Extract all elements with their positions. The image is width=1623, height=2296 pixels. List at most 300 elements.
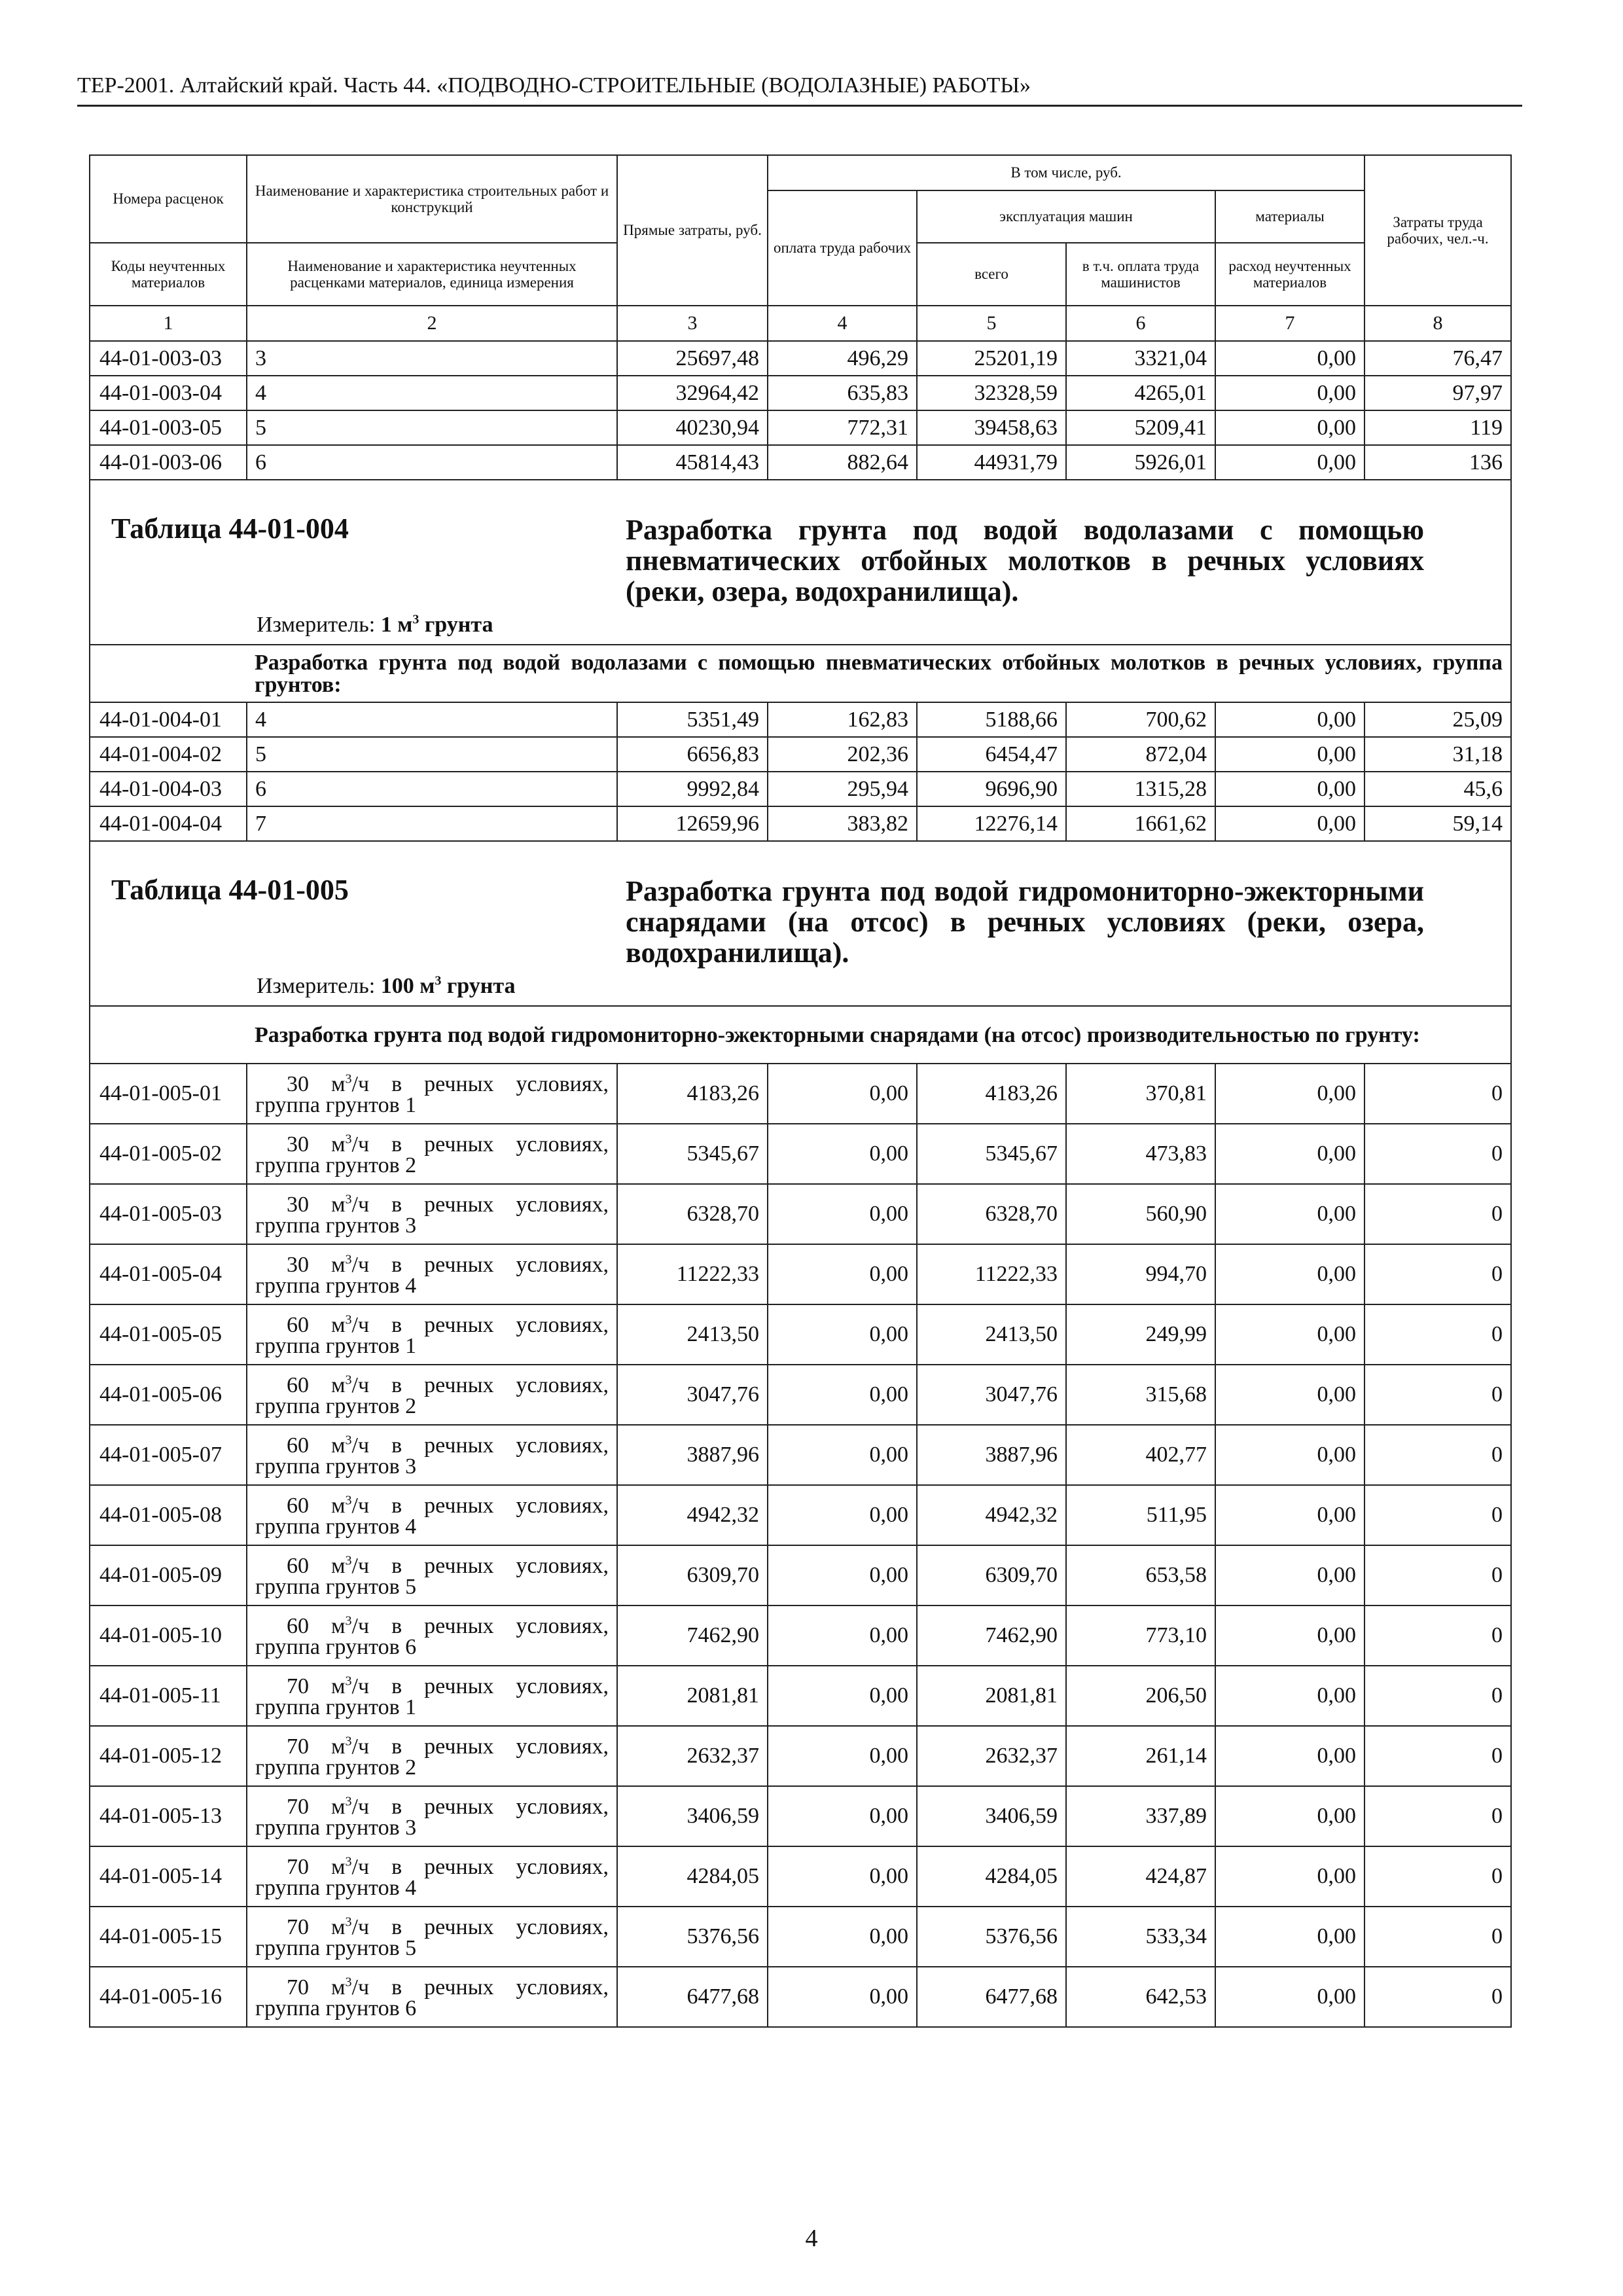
- column-numbers-row: [90, 306, 1511, 341]
- col-name-top: Наименование и характеристика строительных работ и конструкций: [247, 155, 617, 243]
- rate-unit: м: [331, 1312, 346, 1337]
- rate-unit: м: [331, 1854, 346, 1879]
- cell-mach: 4284,05: [917, 1846, 1066, 1907]
- rate-unit-post: /ч в речных условиях,: [351, 1674, 609, 1698]
- cell-mach: 44931,79: [917, 445, 1066, 480]
- rate-unit-sup: 3: [345, 1192, 352, 1207]
- header-rule: [77, 105, 1522, 107]
- rate-unit-post: /ч в речных условиях,: [351, 1372, 609, 1397]
- soil-group: группа грунтов 1: [255, 1093, 417, 1117]
- rate-code: 44-01-005-03: [90, 1184, 247, 1244]
- cell-mach_labor: 642,53: [1066, 1967, 1215, 2027]
- rate-name: [247, 1064, 617, 1124]
- rate-unit-post: /ч в речных условиях,: [351, 1433, 609, 1458]
- cell-hours: 0: [1364, 1064, 1511, 1124]
- rate-value: 70: [287, 1794, 309, 1819]
- cell-hours: 97,97: [1364, 376, 1511, 410]
- cell-hours: 0: [1364, 1605, 1511, 1666]
- rate-unit-post: /ч в речных условиях,: [351, 1192, 609, 1217]
- rate-name: 4: [247, 376, 617, 410]
- rate-value: 60: [287, 1372, 309, 1397]
- cell-mat: 0,00: [1215, 376, 1364, 410]
- cell-mat: 0,00: [1215, 702, 1364, 737]
- soil-group: группа грунтов 3: [255, 1213, 417, 1238]
- cell-direct: 2413,50: [617, 1304, 768, 1365]
- rate-line: [255, 1854, 609, 1879]
- rate-unit: м: [331, 1914, 346, 1939]
- cell-labor: 0,00: [768, 1425, 917, 1485]
- cell-labor: 0,00: [768, 1485, 917, 1545]
- col-code-top: Номера расценок: [90, 155, 247, 243]
- rate-value: 70: [287, 1854, 309, 1879]
- rate-value: 70: [287, 1734, 309, 1759]
- rate-line: [255, 1676, 609, 1697]
- rate-unit: м: [331, 1794, 346, 1819]
- rate-code: 44-01-005-14: [90, 1846, 247, 1907]
- table-title: Таблица 44-01-004: [111, 512, 349, 545]
- cell-mach_labor: 5209,41: [1066, 410, 1215, 445]
- cell-direct: 5376,56: [617, 1907, 768, 1967]
- table-row: [90, 702, 1511, 737]
- table-row: [90, 1907, 1511, 1967]
- col-num-5: 5: [917, 306, 1066, 341]
- rate-unit: м: [331, 1975, 346, 2000]
- rate-unit-sup: 3: [345, 1975, 352, 1990]
- rate-name: 7: [247, 806, 617, 841]
- cell-direct: 3047,76: [617, 1365, 768, 1425]
- cell-mach: 12276,14: [917, 806, 1066, 841]
- cell-hours: 0: [1364, 1545, 1511, 1605]
- rate-unit-post: /ч в речных условиях,: [351, 1553, 609, 1578]
- cell-mach_labor: 1315,28: [1066, 772, 1215, 806]
- cell-direct: 25697,48: [617, 341, 768, 376]
- cell-hours: 0: [1364, 1726, 1511, 1786]
- rate-name: [247, 1184, 617, 1244]
- cell-labor: 0,00: [768, 1726, 917, 1786]
- cell-hours: 136: [1364, 445, 1511, 480]
- soil-group: группа грунтов 6: [255, 1635, 417, 1659]
- cell-mach: 9696,90: [917, 772, 1066, 806]
- cell-mat: 0,00: [1215, 1425, 1364, 1485]
- cell-labor: 0,00: [768, 1304, 917, 1365]
- cell-direct: 4942,32: [617, 1485, 768, 1545]
- cell-mach_labor: 206,50: [1066, 1666, 1215, 1726]
- rate-code: 44-01-005-07: [90, 1425, 247, 1485]
- rate-name: [247, 1365, 617, 1425]
- cell-mach: 6328,70: [917, 1184, 1066, 1244]
- cell-direct: 5351,49: [617, 702, 768, 737]
- rate-unit-post: /ч в речных условиях,: [351, 1734, 609, 1759]
- cell-mat: 0,00: [1215, 1967, 1364, 2027]
- cell-direct: 7462,90: [617, 1605, 768, 1666]
- cell-mach: 39458,63: [917, 410, 1066, 445]
- table-row: [90, 1666, 1511, 1726]
- cell-mach_labor: 773,10: [1066, 1605, 1215, 1666]
- rate-value: 30: [287, 1071, 309, 1096]
- rate-line: [255, 1252, 609, 1277]
- table-row: [90, 341, 1511, 376]
- col-labor: оплата труда рабочих: [768, 190, 917, 306]
- rate-code: 44-01-005-06: [90, 1365, 247, 1425]
- cell-direct: 11222,33: [617, 1244, 768, 1304]
- rate-unit-sup: 3: [345, 1252, 352, 1267]
- cell-mach_labor: 560,90: [1066, 1184, 1215, 1244]
- rate-name: [247, 1726, 617, 1786]
- table-title: Таблица 44-01-005: [111, 874, 349, 906]
- table-description: Разработка грунта под водой водолазами с помощью пневматических отбойных молотков в речных условиях (реки, озера, водохранилища).: [626, 514, 1424, 608]
- measure-label: Измеритель:: [257, 613, 376, 637]
- cell-direct: 6328,70: [617, 1184, 768, 1244]
- rate-name: [247, 1967, 617, 2027]
- cell-mach_labor: 402,77: [1066, 1425, 1215, 1485]
- rate-line: [255, 1977, 609, 1998]
- rate-code: 44-01-005-12: [90, 1726, 247, 1786]
- cell-mach_labor: 4265,01: [1066, 376, 1215, 410]
- cell-labor: 0,00: [768, 1967, 917, 2027]
- rate-name: [247, 1244, 617, 1304]
- table-row: [90, 1605, 1511, 1666]
- col-num-1: 1: [90, 306, 247, 341]
- cell-labor: 0,00: [768, 1184, 917, 1244]
- rate-code: 44-01-003-05: [90, 410, 247, 445]
- cell-mach_labor: 872,04: [1066, 737, 1215, 772]
- page-header: ТЕР-2001. Алтайский край. Часть 44. «ПОДВОДНО-СТРОИТЕЛЬНЫЕ (ВОДОЛАЗНЫЕ) РАБОТЫ»: [77, 73, 1031, 98]
- cell-mach: 11222,33: [917, 1244, 1066, 1304]
- cell-mach: 5188,66: [917, 702, 1066, 737]
- cell-labor: 496,29: [768, 341, 917, 376]
- cell-direct: 6477,68: [617, 1967, 768, 2027]
- rate-unit: м: [331, 1252, 346, 1277]
- soil-group: группа грунтов 2: [255, 1153, 417, 1177]
- cell-hours: 0: [1364, 1666, 1511, 1726]
- table-row: [90, 1304, 1511, 1365]
- cell-hours: 0: [1364, 1184, 1511, 1244]
- measure-sup: 3: [412, 612, 419, 627]
- table-row: [90, 410, 1511, 445]
- rate-line: [255, 1613, 609, 1638]
- cell-hours: 0: [1364, 1485, 1511, 1545]
- cell-mach: 3047,76: [917, 1365, 1066, 1425]
- cell-labor: 0,00: [768, 1605, 917, 1666]
- cell-direct: 3406,59: [617, 1786, 768, 1846]
- rate-code: 44-01-004-02: [90, 737, 247, 772]
- rate-line: [255, 1553, 609, 1578]
- rate-unit-sup: 3: [345, 1372, 352, 1388]
- cell-mat: 0,00: [1215, 1124, 1364, 1184]
- cell-mach: 32328,59: [917, 376, 1066, 410]
- rate-unit-sup: 3: [345, 1312, 352, 1327]
- rate-unit-post: /ч в речных условиях,: [351, 1794, 609, 1819]
- rate-unit-post: /ч в речных условиях,: [351, 1493, 609, 1518]
- cell-direct: 6309,70: [617, 1545, 768, 1605]
- cell-hours: 0: [1364, 1425, 1511, 1485]
- col-machines: эксплуатация машин: [917, 190, 1215, 243]
- soil-group: группа грунтов 4: [255, 1274, 417, 1298]
- rate-code: 44-01-005-16: [90, 1967, 247, 2027]
- rate-unit: м: [331, 1674, 346, 1698]
- cell-direct: 45814,43: [617, 445, 768, 480]
- rate-line: [255, 1794, 609, 1819]
- group-title: Разработка грунта под водой водолазами с помощью пневматических отбойных молотков в речных условиях, группа грунтов:: [247, 645, 1511, 702]
- measure-value: 100 м: [380, 974, 435, 998]
- rate-name: [247, 1124, 617, 1184]
- rate-code: 44-01-005-01: [90, 1064, 247, 1124]
- rate-value: 60: [287, 1553, 309, 1578]
- rate-line: [255, 1312, 609, 1337]
- cell-mach_labor: 511,95: [1066, 1485, 1215, 1545]
- rate-unit-sup: 3: [345, 1132, 352, 1147]
- cell-mach: 6477,68: [917, 1967, 1066, 2027]
- cell-direct: 3887,96: [617, 1425, 768, 1485]
- cell-hours: 76,47: [1364, 341, 1511, 376]
- table-row: [90, 1726, 1511, 1786]
- cell-hours: 45,6: [1364, 772, 1511, 806]
- cell-mat: 0,00: [1215, 772, 1364, 806]
- rate-line: [255, 1435, 609, 1456]
- table-row: [90, 1967, 1511, 2027]
- cell-direct: 5345,67: [617, 1124, 768, 1184]
- cell-hours: 119: [1364, 410, 1511, 445]
- col-incl: В том числе, руб.: [768, 155, 1364, 190]
- cell-labor: 295,94: [768, 772, 917, 806]
- rate-name: 3: [247, 341, 617, 376]
- cell-mat: 0,00: [1215, 1064, 1364, 1124]
- cell-direct: 2632,37: [617, 1726, 768, 1786]
- cell-mach: 2413,50: [917, 1304, 1066, 1365]
- cell-labor: 635,83: [768, 376, 917, 410]
- rate-code: 44-01-005-11: [90, 1666, 247, 1726]
- rate-code: 44-01-004-04: [90, 806, 247, 841]
- rate-unit-sup: 3: [345, 1433, 352, 1448]
- cell-mat: 0,00: [1215, 1786, 1364, 1846]
- cell-mat: 0,00: [1215, 1907, 1364, 1967]
- soil-group: группа грунтов 6: [255, 1996, 417, 2020]
- rate-unit: м: [331, 1372, 346, 1397]
- soil-group: группа грунтов 1: [255, 1695, 417, 1719]
- col-num-6: 6: [1066, 306, 1215, 341]
- table-row: [90, 1064, 1511, 1124]
- table-row: [90, 1365, 1511, 1425]
- cell-mach_labor: 533,34: [1066, 1907, 1215, 1967]
- rate-unit-sup: 3: [345, 1071, 352, 1086]
- soil-group: группа грунтов 4: [255, 1876, 417, 1900]
- rate-unit: м: [331, 1071, 346, 1096]
- table-heading-row: [90, 480, 1511, 645]
- cell-mach_labor: 700,62: [1066, 702, 1215, 737]
- soil-group: группа грунтов 4: [255, 1515, 417, 1539]
- table-row: [90, 1786, 1511, 1846]
- rate-unit-post: /ч в речных условиях,: [351, 1252, 609, 1277]
- col-materials-sub: расход неучтенных материалов: [1215, 243, 1364, 306]
- table-row: [90, 1184, 1511, 1244]
- soil-group: группа грунтов 3: [255, 1816, 417, 1840]
- soil-group: группа грунтов 2: [255, 1755, 417, 1780]
- cell-mach: 3887,96: [917, 1425, 1066, 1485]
- cell-direct: 4284,05: [617, 1846, 768, 1907]
- cell-mach_labor: 261,14: [1066, 1726, 1215, 1786]
- measure-value: 1 м: [380, 613, 413, 637]
- table-row: [90, 1244, 1511, 1304]
- cell-hours: 0: [1364, 1786, 1511, 1846]
- rate-code: 44-01-005-09: [90, 1545, 247, 1605]
- rate-code: 44-01-003-06: [90, 445, 247, 480]
- table-row: [90, 1545, 1511, 1605]
- rate-code: 44-01-003-03: [90, 341, 247, 376]
- col-machines-labor: в т.ч. оплата труда машинистов: [1066, 243, 1215, 306]
- rate-value: 60: [287, 1433, 309, 1458]
- rate-code: 44-01-004-01: [90, 702, 247, 737]
- col-code-bottom: Коды неучтенных материалов: [90, 243, 247, 306]
- cell-mat: 0,00: [1215, 1365, 1364, 1425]
- rate-unit: м: [331, 1734, 346, 1759]
- table-row: [90, 737, 1511, 772]
- cell-hours: 0: [1364, 1244, 1511, 1304]
- rate-line: [255, 1914, 609, 1939]
- cell-mach: 3406,59: [917, 1786, 1066, 1846]
- rate-code: 44-01-005-04: [90, 1244, 247, 1304]
- cell-labor: 0,00: [768, 1907, 917, 1967]
- rate-unit: м: [331, 1433, 346, 1458]
- rate-code: 44-01-005-15: [90, 1907, 247, 1967]
- measure-sup: 3: [435, 973, 442, 988]
- cell-labor: 162,83: [768, 702, 917, 737]
- rate-code: 44-01-005-10: [90, 1605, 247, 1666]
- rate-value: 70: [287, 1674, 309, 1698]
- rate-line: [255, 1372, 609, 1397]
- col-materials: материалы: [1215, 190, 1364, 243]
- cell-mach: 4183,26: [917, 1064, 1066, 1124]
- page-number: 4: [805, 2225, 818, 2252]
- cell-mach_labor: 370,81: [1066, 1064, 1215, 1124]
- rate-unit: м: [331, 1192, 346, 1217]
- cell-mach_labor: 249,99: [1066, 1304, 1215, 1365]
- col-num-8: 8: [1364, 306, 1511, 341]
- cell-direct: 2081,81: [617, 1666, 768, 1726]
- rates-table: [89, 154, 1512, 2028]
- col-direct: Прямые затраты, руб.: [617, 155, 768, 306]
- table-description: Разработка грунта под водой гидромониторно-эжекторными снарядами (на отсос) в речных условиях (реки, озера, водохранилища).: [626, 875, 1424, 969]
- cell-mach_labor: 473,83: [1066, 1124, 1215, 1184]
- rate-name: [247, 1786, 617, 1846]
- rate-value: 70: [287, 1975, 309, 2000]
- measure-label: Измеритель:: [257, 974, 376, 998]
- cell-labor: 0,00: [768, 1545, 917, 1605]
- rate-unit: м: [331, 1132, 346, 1157]
- rate-name: [247, 1846, 617, 1907]
- cell-hours: 31,18: [1364, 737, 1511, 772]
- rate-name: [247, 1907, 617, 1967]
- cell-hours: 0: [1364, 1907, 1511, 1967]
- rate-unit-sup: 3: [345, 1613, 352, 1628]
- rate-unit-post: /ч в речных условиях,: [351, 1975, 609, 2000]
- rate-code: 44-01-005-05: [90, 1304, 247, 1365]
- rate-name: 5: [247, 410, 617, 445]
- rate-value: 60: [287, 1493, 309, 1518]
- cell-mat: 0,00: [1215, 1184, 1364, 1244]
- rate-unit: м: [331, 1553, 346, 1578]
- cell-hours: 0: [1364, 1124, 1511, 1184]
- cell-direct: 12659,96: [617, 806, 768, 841]
- measure-unit: грунта: [424, 613, 493, 637]
- cell-mach: 6454,47: [917, 737, 1066, 772]
- cell-labor: 0,00: [768, 1846, 917, 1907]
- cell-hours: 0: [1364, 1846, 1511, 1907]
- rate-unit-post: /ч в речных условиях,: [351, 1071, 609, 1096]
- cell-mach_labor: 5926,01: [1066, 445, 1215, 480]
- cell-mat: 0,00: [1215, 1485, 1364, 1545]
- cell-labor: 0,00: [768, 1786, 917, 1846]
- col-num-2: 2: [247, 306, 617, 341]
- cell-labor: 0,00: [768, 1064, 917, 1124]
- rate-value: 30: [287, 1192, 309, 1217]
- rate-name: 5: [247, 737, 617, 772]
- cell-direct: 40230,94: [617, 410, 768, 445]
- rate-unit-sup: 3: [345, 1794, 352, 1809]
- cell-mat: 0,00: [1215, 341, 1364, 376]
- cell-mach: 6309,70: [917, 1545, 1066, 1605]
- cell-hours: 0: [1364, 1967, 1511, 2027]
- rate-code: 44-01-004-03: [90, 772, 247, 806]
- rate-unit-post: /ч в речных условиях,: [351, 1132, 609, 1157]
- cell-labor: 202,36: [768, 737, 917, 772]
- cell-hours: 59,14: [1364, 806, 1511, 841]
- soil-group: группа грунтов 2: [255, 1394, 417, 1418]
- cell-labor: 383,82: [768, 806, 917, 841]
- col-name-bottom: Наименование и характеристика неучтенных расценками материалов, единица измерения: [247, 243, 617, 306]
- cell-mat: 0,00: [1215, 1605, 1364, 1666]
- table-heading-row: [90, 841, 1511, 1006]
- rate-line: [255, 1071, 609, 1096]
- rate-name: 4: [247, 702, 617, 737]
- cell-labor: 882,64: [768, 445, 917, 480]
- measure-unit: грунта: [446, 974, 516, 998]
- cell-labor: 0,00: [768, 1124, 917, 1184]
- header-row-1: [90, 155, 1511, 190]
- cell-mach_labor: 653,58: [1066, 1545, 1215, 1605]
- cell-mach: 5376,56: [917, 1907, 1066, 1967]
- col-machines-total: всего: [917, 243, 1066, 306]
- soil-group: группа грунтов 1: [255, 1334, 417, 1358]
- rate-unit-sup: 3: [345, 1674, 352, 1689]
- rate-name: 6: [247, 445, 617, 480]
- cell-mach_labor: 994,70: [1066, 1244, 1215, 1304]
- group-row: [90, 645, 1511, 702]
- rate-unit-post: /ч в речных условиях,: [351, 1854, 609, 1879]
- group-spacer: [90, 1006, 247, 1064]
- table-measure: [257, 975, 515, 997]
- rate-unit-sup: 3: [345, 1553, 352, 1568]
- rate-line: [255, 1194, 609, 1215]
- cell-labor: 772,31: [768, 410, 917, 445]
- cell-mach: 5345,67: [917, 1124, 1066, 1184]
- table-row: [90, 1425, 1511, 1485]
- table-heading: [90, 480, 1511, 645]
- rate-code: 44-01-005-08: [90, 1485, 247, 1545]
- table-row: [90, 445, 1511, 480]
- rate-name: [247, 1666, 617, 1726]
- rate-name: [247, 1425, 617, 1485]
- cell-mat: 0,00: [1215, 1726, 1364, 1786]
- cell-mach_labor: 424,87: [1066, 1846, 1215, 1907]
- col-num-4: 4: [768, 306, 917, 341]
- cell-mat: 0,00: [1215, 1244, 1364, 1304]
- cell-mach_labor: 3321,04: [1066, 341, 1215, 376]
- cell-mat: 0,00: [1215, 806, 1364, 841]
- group-spacer: [90, 645, 247, 702]
- col-num-3: 3: [617, 306, 768, 341]
- group-row: [90, 1006, 1511, 1064]
- cell-labor: 0,00: [768, 1244, 917, 1304]
